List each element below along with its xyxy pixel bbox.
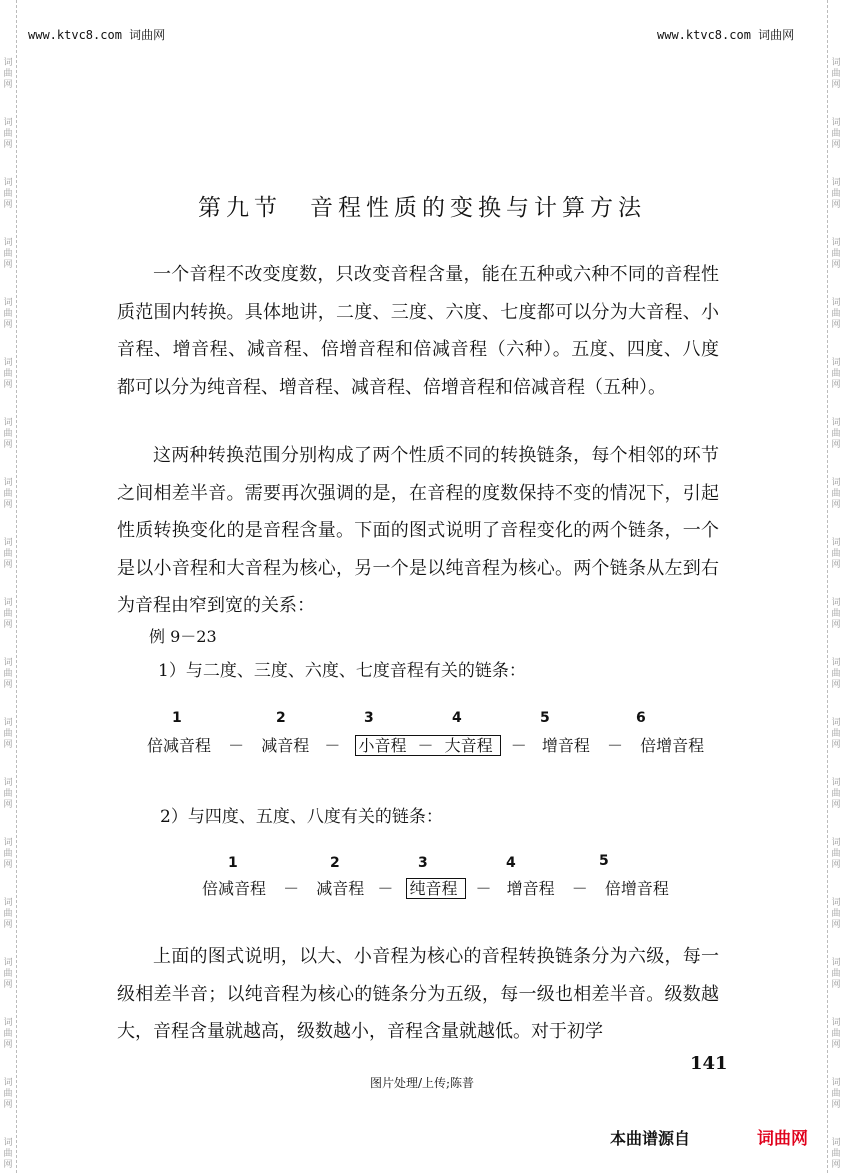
side-watermark: 词 曲 网 (831, 1078, 841, 1110)
side-watermark: 词 曲 网 (831, 1138, 841, 1170)
chain1-item: 增音程 (541, 736, 590, 755)
chain1-number: 1 (172, 710, 182, 726)
chain2 (202, 876, 669, 899)
page-number: 141 (690, 1053, 728, 1074)
chain1-item: 倍减音程 (147, 736, 212, 755)
side-watermark: 词 曲 网 (3, 658, 13, 690)
chain-separator: － (417, 736, 434, 755)
side-watermark: 词 曲 网 (3, 1078, 13, 1110)
chain1 (147, 733, 704, 756)
upload-credit: 图片处理/上传;陈普 (369, 1076, 475, 1090)
side-watermark: 词 曲 网 (831, 418, 841, 450)
chain-separator: － (510, 736, 527, 755)
side-watermark: 词 曲 网 (3, 358, 13, 390)
chain2-item: 减音程 (316, 879, 365, 898)
side-watermark: 词 曲 网 (3, 478, 13, 510)
side-watermark: 词 曲 网 (3, 1018, 13, 1050)
chain1-number: 6 (636, 710, 646, 726)
chain-separator: － (377, 879, 394, 898)
side-watermark: 词 曲 网 (831, 298, 841, 330)
chain-separator: － (606, 736, 623, 755)
chain2-item: 倍增音程 (604, 879, 669, 898)
side-watermark: 词 曲 网 (3, 838, 13, 870)
side-watermark: 词 曲 网 (3, 778, 13, 810)
side-watermark: 词 曲 网 (3, 718, 13, 750)
side-watermark: 词 曲 网 (831, 478, 841, 510)
source-label: 本曲谱源自 (610, 1129, 691, 1148)
side-watermark: 词 曲 网 (831, 718, 841, 750)
side-watermark: 词 曲 网 (3, 898, 13, 930)
example-label: 例 9－23 (149, 627, 217, 646)
side-watermark: 词 曲 网 (831, 1018, 841, 1050)
left-watermark-strip (0, 0, 17, 1173)
side-watermark: 词 曲 网 (831, 658, 841, 690)
side-watermark: 词 曲 网 (3, 418, 13, 450)
side-watermark: 词 曲 网 (831, 898, 841, 930)
side-watermark: 词 曲 网 (831, 238, 841, 270)
section-title: 第九节 音程性质的变换与计算方法 (198, 195, 646, 221)
chain-separator: － (475, 879, 492, 898)
chain2-number: 4 (506, 855, 516, 871)
chain2-item: 增音程 (506, 879, 555, 898)
chain2-number: 1 (228, 855, 238, 871)
paragraph-1: 一个音程不改变度数，只改变音程含量，能在五种或六种不同的音程性质范围内转换。具体地讲，二度、三度、六度、七度都可以分为大音程、小音程、增音程、减音程、倍增音程和倍减音程（六种）。五度、四度、八度都可以分为纯音程、增音程、减音程、倍增音程和倍减音程（五种）。 (117, 264, 719, 398)
chain2-item: 纯音程 (409, 879, 458, 898)
chain1-number: 2 (276, 710, 286, 726)
chain2-core-box (406, 878, 465, 899)
side-watermark: 词 曲 网 (831, 58, 841, 90)
chain-separator: － (283, 879, 300, 898)
chain1-number: 3 (364, 710, 374, 726)
chain1-number: 5 (540, 710, 550, 726)
side-watermark: 词 曲 网 (831, 958, 841, 990)
side-watermark: 词 曲 网 (3, 238, 13, 270)
paragraph-2: 这两种转换范围分别构成了两个性质不同的转换链条，每个相邻的环节之间相差半音。需要再次强调的是，在音程的度数保持不变的情况下，引起性质转换变化的是音程含量。下面的图式说明了音程变化的两个链条，一个是以小音程和大音程为核心，另一个是以纯音程为核心。两个链条从左到右为音程由窄到宽的关系： (117, 445, 719, 616)
side-watermark: 词 曲 网 (831, 598, 841, 630)
brand-link[interactable]: 词曲网 (757, 1129, 808, 1149)
side-watermark: 词 曲 网 (831, 538, 841, 570)
side-watermark: 词 曲 网 (3, 118, 13, 150)
chain1-item: 小音程 (358, 736, 407, 755)
side-watermark: 词 曲 网 (3, 298, 13, 330)
side-watermark: 词 曲 网 (831, 778, 841, 810)
side-watermark: 词 曲 网 (831, 118, 841, 150)
side-watermark: 词 曲 网 (831, 838, 841, 870)
watermark-top-left: www.ktvc8.com 词曲网 (28, 28, 166, 42)
side-watermark: 词 曲 网 (3, 178, 13, 210)
right-watermark-strip (827, 0, 844, 1173)
chain2-number: 2 (330, 855, 340, 871)
chain2-number: 3 (418, 855, 428, 871)
chain-separator: － (324, 736, 341, 755)
side-watermark: 词 曲 网 (3, 598, 13, 630)
chain2-caption: 2）与四度、五度、八度有关的链条： (160, 807, 443, 827)
chain2-item: 倍减音程 (202, 879, 267, 898)
chain2-number: 5 (599, 853, 609, 869)
chain-separator: － (228, 736, 245, 755)
chain1-item: 减音程 (261, 736, 310, 755)
chain1-item: 倍增音程 (640, 736, 705, 755)
side-watermark: 词 曲 网 (3, 1138, 13, 1170)
side-watermark: 词 曲 网 (3, 538, 13, 570)
side-watermark: 词 曲 网 (831, 358, 841, 390)
side-watermark: 词 曲 网 (3, 58, 13, 90)
paragraph-3: 上面的图式说明，以大、小音程为核心的音程转换链条分为六级，每一级相差半音；以纯音程为核心的链条分为五级，每一级也相差半音。级数越大，音程含量就越高，级数越小，音程含量就越低。对于初学 (117, 946, 719, 1042)
side-watermark: 词 曲 网 (831, 178, 841, 210)
watermark-top-right: www.ktvc8.com 词曲网 (657, 28, 795, 42)
chain1-core-box (355, 735, 500, 756)
chain1-number: 4 (452, 710, 462, 726)
side-watermark: 词 曲 网 (3, 958, 13, 990)
chain1-caption: 1）与二度、三度、六度、七度音程有关的链条： (158, 661, 526, 681)
chain1-item: 大音程 (444, 736, 493, 755)
chain-separator: － (571, 879, 588, 898)
